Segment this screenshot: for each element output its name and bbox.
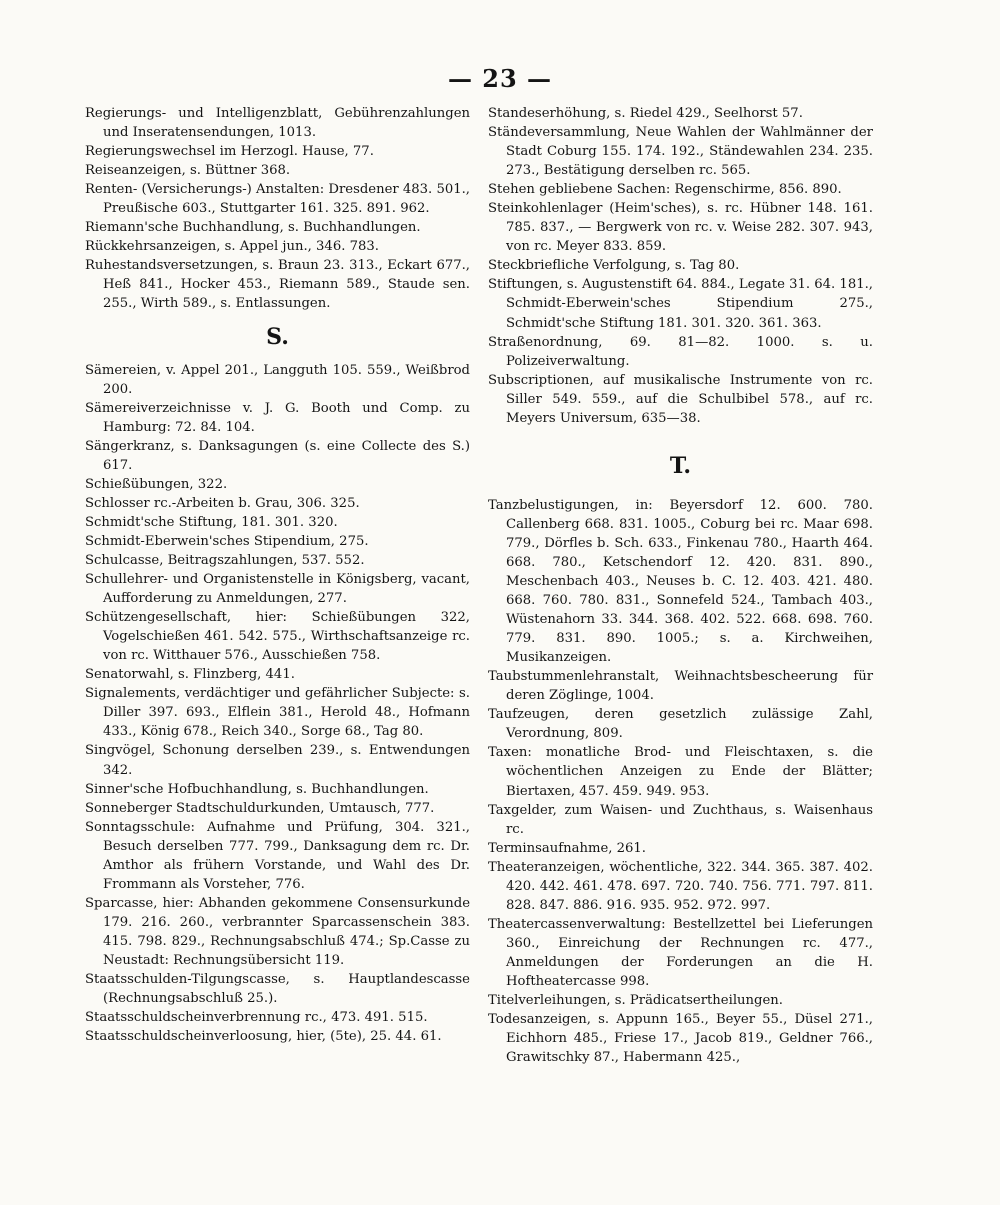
entry-group-s [85, 361, 470, 1047]
index-entry: Theatercassenverwaltung: Bestellzettel bei Lieferungen 360., Einreichung der Rechnungen rc. 477., Anmeldungen der Forderungen an die H. Hoftheatercasse 998. [488, 916, 873, 989]
index-entry: Regierungswechsel im Herzogl. Hause, 77. [85, 144, 374, 160]
index-entry: Subscriptionen, auf musikalische Instrumente von rc. Siller 549. 559., auf die Schulbibel 578., auf rc. Meyers Universum, 635—38. [488, 372, 873, 426]
index-entry: Sinner'sche Hofbuchhandlung, s. Buchhandlungen. [85, 781, 429, 797]
index-entry: Sparcasse, hier: Abhanden gekommene Consensurkunde 179. 216. 260., verbrannter Sparcassenschein 383. 415. 798. 829., Rechnungsabschluß 474.; Sp.Casse zu Neustadt: Rechnungsübersicht 119. [85, 895, 470, 968]
index-entry: Tanzbelustigungen, in: Beyersdorf 12. 600. 780. Callenberg 668. 831. 1005., Coburg bei rc. Maar 698. 779., Dörfles b. Sch. 633., Finkenau 780., Haarth 464. 668. 780., Ketschendorf 12. 420. 831. 890., Meschenbach 403., Neuses b. C. 12. 403. 421. 480. 668. 760. 780. 831., Sonnefeld 524., Tambach 403., Wüstenahorn 33. 344. 368. 402. 522. 668. 698. 760. 779. 831. 890. 1005.; s. a. Kirchweihen, Musikanzeigen. [488, 497, 873, 666]
index-entry: Rückkehrsanzeigen, s. Appel jun., 346. 783. [85, 239, 379, 255]
index-entry: Sonntagsschule: Aufnahme und Prüfung, 304. 321., Besuch derselben 777. 799., Danksagung dem rc. Dr. Amthor als frühern Vorstande, und Wahl des Dr. Frommann als Vorsteher, 776. [85, 819, 470, 892]
index-entry: Todesanzeigen, s. Appunn 165., Beyer 55., Düsel 271., Eichhorn 485., Friese 17., Jacob 819., Geldner 766., Grawitschky 87., Habermann 425., [488, 1012, 873, 1066]
index-entry: Schmidt-Eberwein'sches Stipendium, 275. [85, 533, 369, 549]
index-entry: Taufzeugen, deren gesetzlich zulässige Zahl, Verordnung, 809. [488, 707, 873, 742]
index-entry: Riemann'sche Buchhandlung, s. Buchhandlungen. [85, 220, 421, 236]
entry-group-r [85, 104, 470, 314]
index-entry: Regierungs- und Intelligenzblatt, Gebührenzahlungen und Inseratensendungen, 1013. [85, 106, 470, 141]
index-entry: Terminsaufnahme, 261. [488, 840, 647, 856]
section-heading-s: S. [266, 323, 289, 350]
index-column-left [85, 104, 470, 1046]
index-entry: Ständeversammlung, Neue Wahlen der Wahlmänner der Stadt Coburg 155. 174. 192., Ständewahlen 234. 235. 273., Bestätigung derselben rc. 565. [488, 125, 873, 179]
index-entry: Schießübungen, 322. [85, 476, 228, 492]
index-entry: Schmidt'sche Stiftung, 181. 301. 320. [85, 514, 338, 530]
index-entry: Staatsschulden-Tilgungscasse, s. Hauptlandescasse (Rechnungsabschluß 25.). [85, 972, 470, 1007]
index-entry: Taxgelder, zum Waisen- und Zuchthaus, s. Waisenhaus rc. [488, 802, 873, 837]
index-entry: Singvögel, Schonung derselben 239., s. Entwendungen 342. [85, 743, 470, 778]
index-entry: Schützengesellschaft, hier: Schießübungen 322, Vogelschießen 461. 542. 575., Wirthschaftsanzeige rc. von rc. Witthauer 576., Ausschießen 758. [85, 610, 470, 664]
index-entry: Sonneberger Stadtschuldurkunden, Umtausch, 777. [85, 800, 435, 816]
index-entry: Standeserhöhung, s. Riedel 429., Seelhorst 57. [488, 106, 803, 121]
index-entry: Reiseanzeigen, s. Büttner 368. [85, 163, 291, 179]
index-entry: Sängerkranz, s. Danksagungen (s. eine Collecte des S.) 617. [85, 438, 470, 473]
index-entry: Schulcasse, Beitragszahlungen, 537. 552. [85, 552, 365, 568]
index-entry: Schullehrer- und Organistenstelle in Königsberg, vacant, Aufforderung zu Anmeldungen, 277. [85, 572, 470, 607]
index-entry: Steinkohlenlager (Heim'sches), s. rc. Hübner 148. 161. 785. 837., — Bergwerk von rc. v. Weise 282. 307. 943, von rc. Meyer 833. 859. [488, 201, 873, 255]
index-entry: Renten- (Versicherungs-) Anstalten: Dresdener 483. 501., Preußische 603., Stuttgarter 161. 325. 891. 962. [85, 182, 470, 217]
index-entry: Staatsschuldscheinverbrennung rc., 473. 491. 515. [85, 1010, 428, 1026]
index-entry: Taxen: monatliche Brod- und Fleischtaxen, s. die wöchentlichen Anzeigen zu Ende der Blätter; Biertaxen, 457. 459. 949. 953. [488, 745, 873, 799]
index-entry: Straßenordnung, 69. 81—82. 1000. s. u. Polizeiverwaltung. [488, 334, 873, 369]
index-entry: Sämereien, v. Appel 201., Langguth 105. 559., Weißbrod 200. [85, 362, 470, 397]
index-entry: Sämereiverzeichnisse v. J. G. Booth und Comp. zu Hamburg: 72. 84. 104. [85, 400, 470, 435]
index-entry: Steckbriefliche Verfolgung, s. Tag 80. [488, 258, 740, 274]
index-entry: Signalements, verdächtiger und gefährlicher Subjecte: s. Diller 397. 693., Elflein 381., Herold 48., Hofmann 433., König 678., Reich 340., Sorge 68., Tag 80. [85, 686, 470, 740]
index-entry: Stiftungen, s. Augustenstift 64. 884., Legate 31. 64. 181., Schmidt-Eberwein'sches Stipendium 275., Schmidt'sche Stiftung 181. 301. 320. 361. 363. [488, 277, 873, 331]
index-entry: Staatsschuldscheinverloosung, hier, (5te), 25. 44. 61. [85, 1029, 442, 1045]
index-entry: Taubstummenlehranstalt, Weihnachtsbescheerung für deren Zöglinge, 1004. [488, 669, 873, 704]
entry-group-s-continued [488, 104, 873, 428]
page-number: — 23 — [447, 64, 553, 93]
index-entry: Ruhestandsversetzungen, s. Braun 23. 313., Eckart 677., Heß 841., Hocker 453., Riemann 589., Staude sen. 255., Wirth 589., s. Entlassungen. [85, 258, 470, 312]
index-entry: Theateranzeigen, wöchentliche, 322. 344. 365. 387. 402. 420. 442. 461. 478. 697. 720. 740. 756. 771. 797. 811. 828. 847. 886. 916. 935. 952. 972. 997. [488, 859, 873, 913]
index-entry: Titelverleihungen, s. Prädicatsertheilungen. [488, 993, 783, 1009]
entry-group-t [488, 496, 873, 1067]
section-heading-t: T. [669, 452, 692, 479]
index-entry: Senatorwahl, s. Flinzberg, 441. [85, 667, 295, 683]
index-entry: Stehen gebliebene Sachen: Regenschirme, 856. 890. [488, 182, 842, 198]
index-entry: Schlosser rc.-Arbeiten b. Grau, 306. 325. [85, 495, 360, 511]
index-column-right [488, 104, 873, 1067]
